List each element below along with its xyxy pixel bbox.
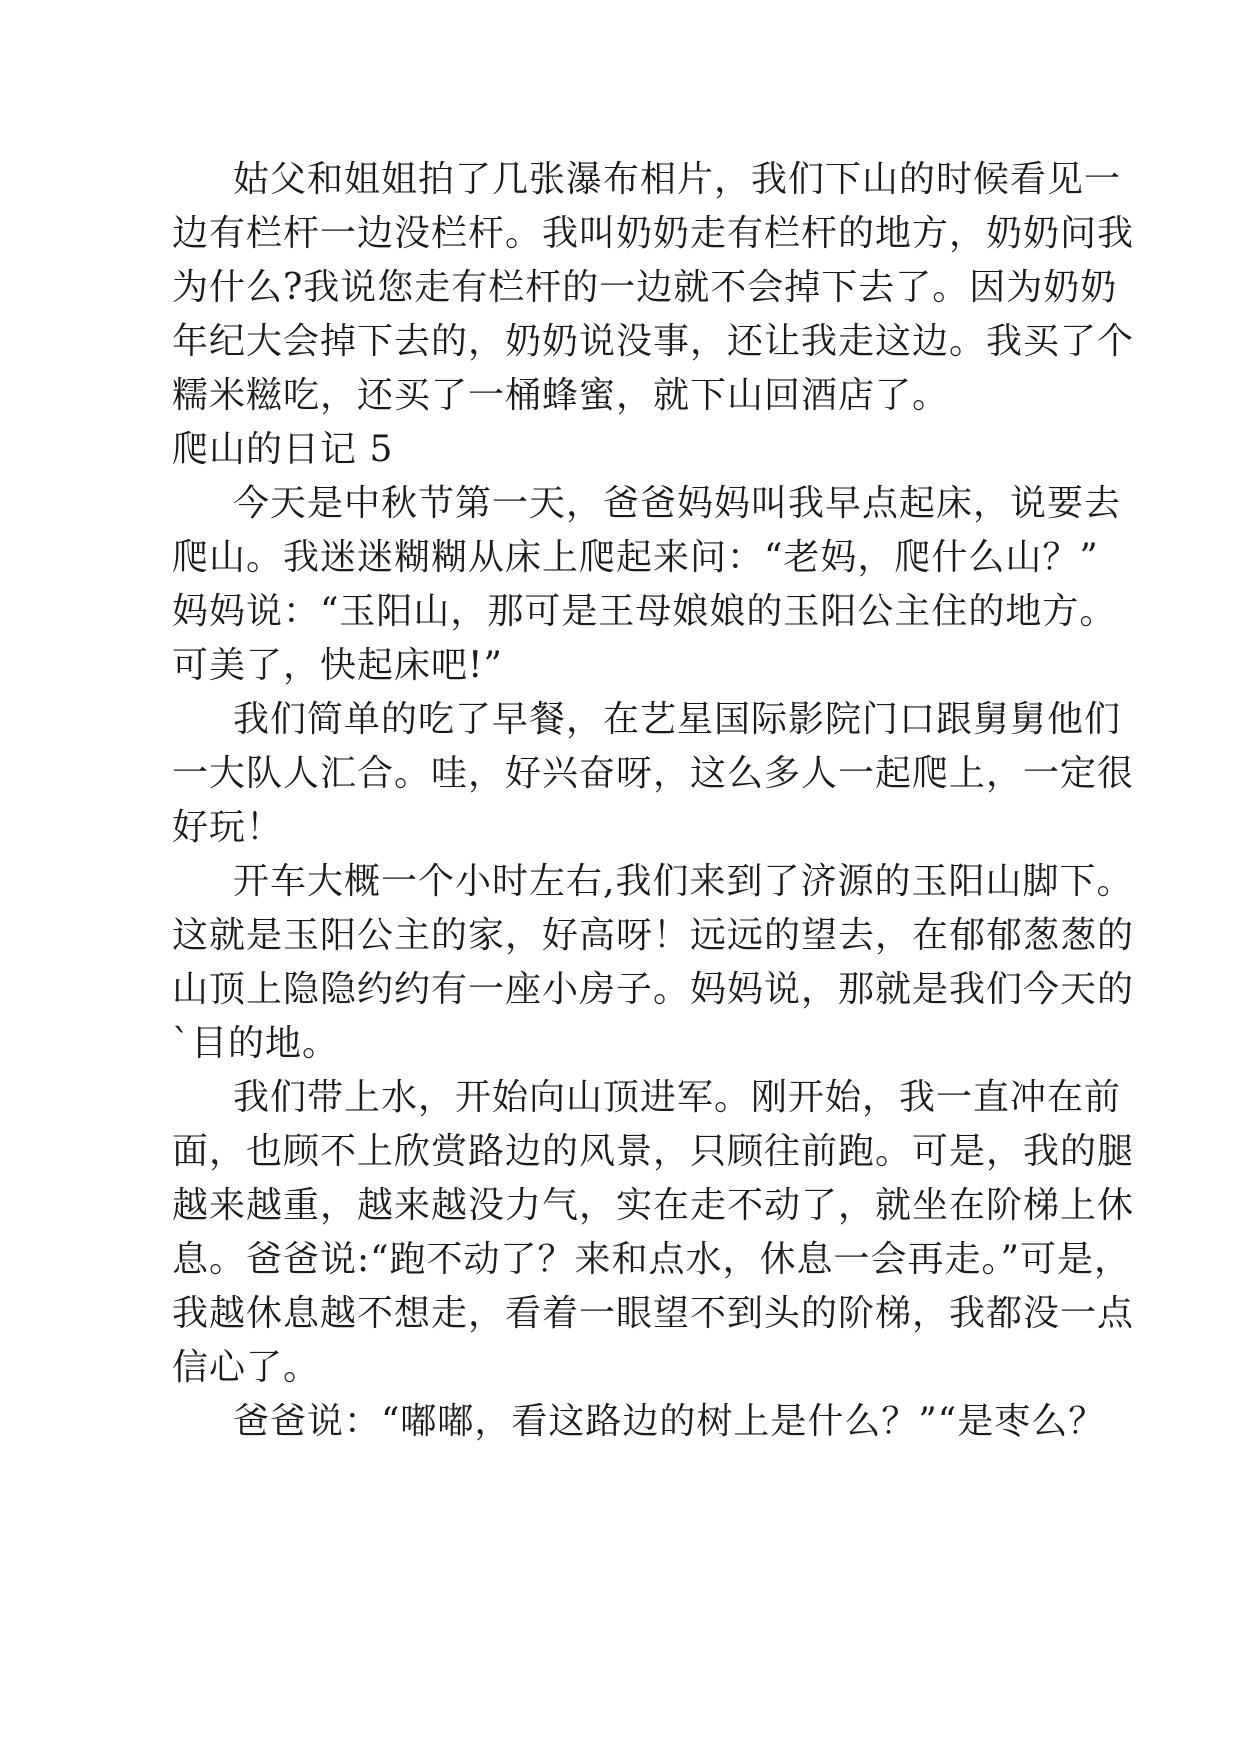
text-line: 糯米糍吃，还买了一桶蜂蜜，就下山回酒店了。 [172, 375, 950, 416]
text-line: 山顶上隐隐约约有一座小房子。妈妈说，那就是我们今天的 [172, 969, 1135, 1010]
text-line: 边有栏杆一边没栏杆。我叫奶奶走有栏杆的地方，奶奶问我 [172, 213, 1135, 254]
text-line: 这就是玉阳公主的家，好高呀！远远的望去，在郁郁葱葱的 [172, 915, 1135, 956]
text-line: `目的地。 [172, 1023, 340, 1064]
text-line: 息。爸爸说:“跑不动了？来和点水，休息一会再走。”可是， [172, 1239, 1131, 1280]
text-line: 越来越重，越来越没力气，实在走不动了，就坐在阶梯上休 [172, 1185, 1135, 1226]
text-line: 我越休息越不想走，看着一眼望不到头的阶梯，我都没一点 [172, 1293, 1135, 1334]
text-line: 可美了，快起床吧!” [172, 645, 503, 686]
text-line: 面，也顾不上欣赏路边的风景，只顾往前跑。可是，我的腿 [172, 1131, 1135, 1172]
text-line: 我们简单的吃了早餐，在艺星国际影院门口跟舅舅他们 [233, 699, 1122, 740]
text-line: 姑父和姐姐拍了几张瀑布相片，我们下山的时候看见一 [233, 159, 1122, 200]
text-line: 妈妈说：“玉阳山，那可是王母娘娘的玉阳公主住的地方。 [172, 591, 1117, 632]
text-line: 好玩！ [172, 807, 284, 848]
text-line: 信心了。 [172, 1347, 321, 1388]
text-line: 为什么?我说您走有栏杆的一边就不会掉下去了。因为奶奶 [172, 267, 1118, 308]
text-line: 年纪大会掉下去的，奶奶说没事，还让我走这边。我买了个 [172, 321, 1135, 362]
section-heading: 爬山的日记 5 [172, 429, 394, 470]
text-line: 一大队人汇合。哇，好兴奋呀，这么多人一起爬上，一定很 [172, 753, 1135, 794]
text-line: 今天是中秋节第一天，爸爸妈妈叫我早点起床，说要去 [233, 483, 1122, 524]
text-line: 爬山。我迷迷糊糊从床上爬起来问：“老妈，爬什么山？” [172, 537, 1099, 578]
text-line: 爸爸说：“嘟嘟，看这路边的树上是什么？”“是枣么？ [233, 1401, 1106, 1442]
text-line: 开车大概一个小时左右,我们来到了济源的玉阳山脚下。 [233, 861, 1134, 902]
text-line: 我们带上水，开始向山顶进军。刚开始，我一直冲在前 [233, 1077, 1122, 1118]
